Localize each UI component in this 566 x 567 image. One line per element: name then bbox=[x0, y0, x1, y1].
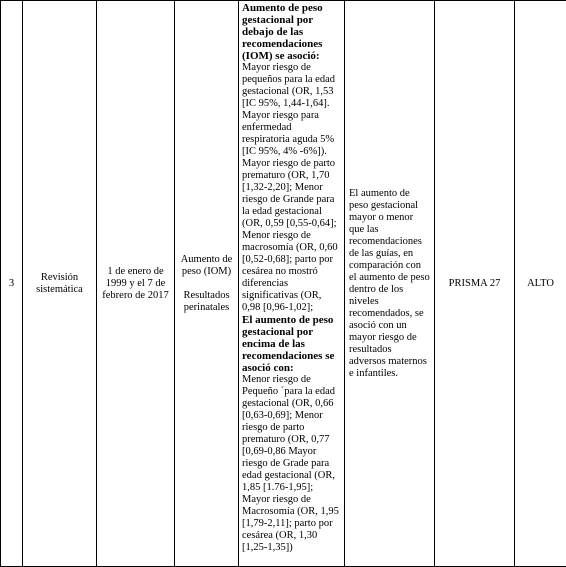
table-row bbox=[1, 1, 566, 567]
exposure-variable: Aumento de peso (IOM) bbox=[180, 253, 233, 277]
study-number-cell bbox=[1, 1, 23, 567]
study-design: Revisión sistemática bbox=[36, 271, 83, 295]
period-cell bbox=[97, 1, 175, 567]
above-recommendation-text: Menor riesgo de Pequeño ´para la edad gestacional (OR, 0,66 [0,63-0,69]; Menor riesgo de parto prematuro (OR, 0,77 [0,69-0,86 Mayor riesgo de Grade para edad gestacional (OR, 1,85 [1.76-1,95]; Mayor riesgo de Macrosomía (OR, 1,95 [1,79-2,11]; parto por cesárea (OR, 1,30 [1,25-1,35]) bbox=[242, 374, 339, 553]
evidence-level: ALTO bbox=[527, 277, 554, 289]
variables-cell bbox=[175, 1, 239, 567]
spacer bbox=[178, 278, 235, 290]
study-period: 1 de enero de 1999 y el 7 de febrero de 2017 bbox=[102, 265, 169, 301]
conclusion-text: El aumento de peso gestacional mayor o menor que las recomendaciones de las guías, en comparación con el aumento de peso dentro de los niveles recomendados, se asoció con un mayor riesgo de resultados adversos maternos e infantiles. bbox=[349, 187, 430, 379]
below-recommendation-heading: Aumento de peso gestacional por debajo de las recomendaciones (IOM) se asoció: bbox=[242, 2, 323, 62]
evidence-level-cell bbox=[515, 1, 566, 567]
study-number: 3 bbox=[8, 277, 15, 289]
conclusion-cell bbox=[345, 1, 435, 567]
results-cell bbox=[239, 1, 345, 567]
quality-tool-cell bbox=[435, 1, 515, 567]
above-recommendation-heading: El aumento de peso gestacional por encima de las recomendaciones se asoció con: bbox=[242, 314, 335, 374]
quality-tool: PRISMA 27 bbox=[448, 277, 501, 289]
design-cell bbox=[23, 1, 97, 567]
below-recommendation-text: Mayor riesgo de pequeños para la edad gestacional (OR, 1,53 [IC 95%, 1,44-1,64]. Mayor riesgo para enfermedad respiratoria aguda 5% [IC 95%, 4% -6%]). Mayor riesgo de parto prematuro (OR, 1,70 [1,32-2,20]; Menor riesgo de Grande para la edad gestacional (OR, 0,59 [0,55-0,64]; Menor riesgo de macrosomía (OR, 0,60 [0,52-0,68]; parto por cesárea no mostró diferencias significativas (OR, 0,98 [0,96-1,02]; bbox=[242, 62, 338, 313]
outcome-variable: Resultados perinatales bbox=[183, 289, 230, 313]
